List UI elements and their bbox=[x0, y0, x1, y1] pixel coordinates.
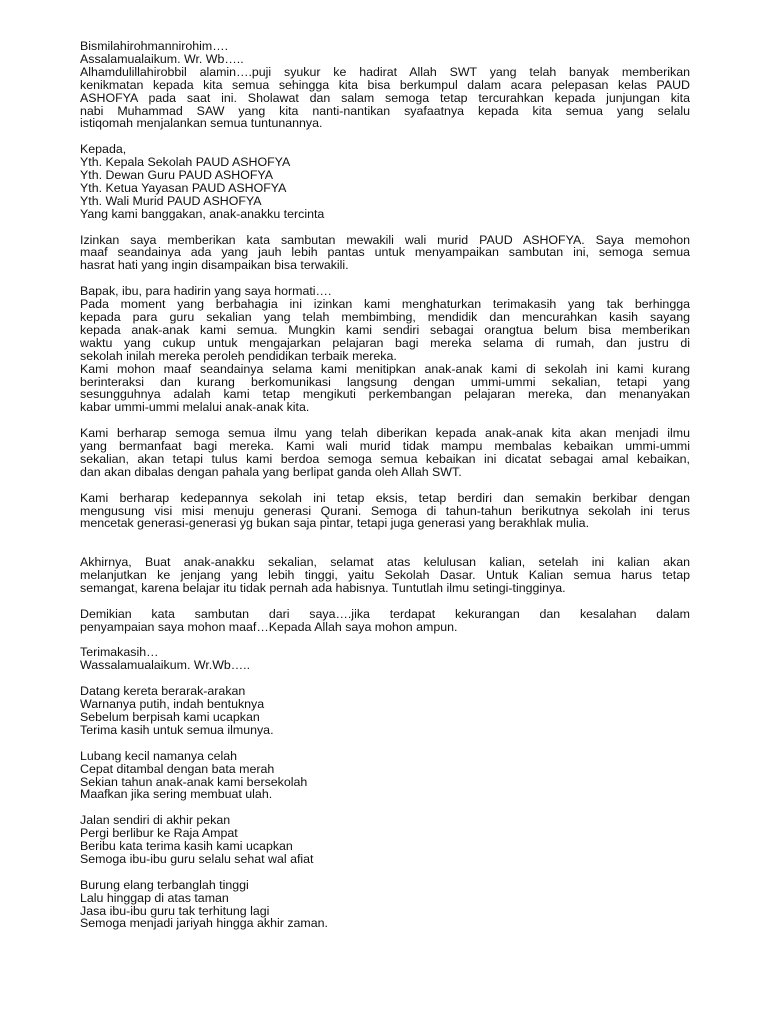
apology-paragraph bbox=[80, 608, 690, 634]
pantun-line: Maafkan jika sering membuat ulah. bbox=[80, 787, 273, 802]
hope-paragraph bbox=[80, 427, 690, 479]
text-line: kabar ummi-ummi melalui anak-anak kita. bbox=[80, 400, 310, 415]
addressee-list bbox=[80, 143, 690, 220]
paragraph-spacer bbox=[80, 530, 690, 556]
pantun-stanza bbox=[80, 750, 690, 802]
paragraph-spacer bbox=[80, 866, 690, 879]
addressee-item: Yang kami banggakan, anak-anakku tercinta bbox=[80, 206, 325, 221]
pantun-line: Cepat ditambal dengan bata merah bbox=[80, 761, 275, 776]
text-line: kepada para guru sekalian yang telah membimbing, mendidik dan mencurahkan kasih sayang bbox=[80, 309, 690, 324]
pantun-line: Jalan sendiri di akhir pekan bbox=[80, 813, 231, 828]
text-line: semangat, karena belajar itu tidak pernah ada habisnya. Tuntutlah ilmu setingi-tingginya. bbox=[80, 580, 566, 595]
permission-paragraph bbox=[80, 234, 690, 273]
pantun-line: Semoga ibu-ibu guru selalu sehat wal afiat bbox=[80, 851, 314, 866]
text-line: hasrat hati yang ingin disampaikan bisa terwakili. bbox=[80, 258, 349, 273]
text-line: mencetak generasi-generasi yg bukan saja pintar, tetapi juga generasi yang berakhlak mulia. bbox=[80, 516, 590, 531]
pantun-line: Lubang kecil namanya celah bbox=[80, 748, 238, 763]
opening-greeting bbox=[80, 40, 690, 66]
salam-line: Assalamualaikum. Wr. Wb….. bbox=[80, 51, 244, 66]
thanks-line: Terimakasih… bbox=[80, 645, 159, 660]
addressee-item: Yth. Dewan Guru PAUD ASHOFYA bbox=[80, 168, 274, 183]
future-paragraph bbox=[80, 492, 690, 531]
text-line: sesungguhnya adalah kami tetap mengikuti perkembangan pelajaran mereka, dan menanyakan bbox=[80, 387, 690, 402]
text-line: waktu yang cukup untuk mengajarkan pelajaran bagi mereka selama di rumah, dan justru di bbox=[80, 335, 690, 350]
text-line: berinteraksi dan kurang berkomunikasi langsung dengan ummi-ummi sekalian, tetapi yang bbox=[80, 374, 690, 389]
text-line: yang bermanfaat bagi mereka. Kami wali murid tidak mampu membalas kebaikan ummi-ummi bbox=[80, 439, 690, 454]
pantun-line: Warnanya putih, indah bentuknya bbox=[80, 697, 265, 712]
graduation-paragraph bbox=[80, 556, 690, 595]
pantun-stanza bbox=[80, 814, 690, 866]
text-line: Alhamdulillahirobbil alamin….puji syukur ke hadirat Allah SWT yang telah banyak memberikan bbox=[80, 64, 690, 79]
addressee-item: Yth. Kepala Sekolah PAUD ASHOFYA bbox=[80, 155, 291, 170]
text-line: kepada anak-anak kami semua. Mungkin kami sendiri sebagai orangtua belum bisa memberikan bbox=[80, 322, 690, 337]
text-line: Izinkan saya memberikan kata sambutan mewakili wali murid PAUD ASHOFYA. Saya memohon bbox=[80, 232, 690, 247]
intro-paragraph bbox=[80, 66, 690, 131]
text-line: sekalian, akan tetapi tulus kami berdoa semoga semua kebaikan ini dicatat sebagai amal kebaikan, bbox=[80, 451, 690, 466]
wassalam-line: Wassalamualaikum. Wr.Wb….. bbox=[80, 658, 251, 673]
text-line: Kami berharap semoga semua ilmu yang telah diberikan kepada anak-anak kita akan menjadi ilmu bbox=[80, 426, 690, 441]
text-line: nabi Muhammad SAW yang kita nanti-nantikan syafaatnya kepada kita semua yang selalu bbox=[80, 103, 690, 118]
paragraph-spacer bbox=[80, 130, 690, 143]
text-line: sekolah inilah mereka peroleh pendidikan terbaik mereka. bbox=[80, 348, 397, 363]
pantun-stanza bbox=[80, 879, 690, 931]
paragraph-spacer bbox=[80, 479, 690, 492]
text-line: Kami berharap kedepannya sekolah ini tetap eksis, tetap berdiri dan semakin berkibar dengan bbox=[80, 490, 690, 505]
paragraph-spacer bbox=[80, 634, 690, 647]
text-line: ASHOFYA pada saat ini. Sholawat dan salam semoga tetap tercurahkan kepada junjungan kita bbox=[80, 90, 690, 105]
pantun-line: Burung elang terbanglah tinggi bbox=[80, 877, 249, 892]
paragraph-spacer bbox=[80, 595, 690, 608]
pantun-line: Datang kereta berarak-arakan bbox=[80, 684, 246, 699]
thanks-paragraph bbox=[80, 285, 690, 414]
text-line: melanjutkan ke jenjang yang lebih tinggi, yaitu Sekolah Dasar. Untuk Kalian semua harus tetap bbox=[80, 568, 690, 583]
paragraph-spacer bbox=[80, 221, 690, 234]
text-line: Pada moment yang berbahagia ini izinkan kami menghaturkan terimakasih yang tak berhingga bbox=[80, 297, 690, 312]
text-line: Akhirnya, Buat anak-anakku sekalian, selamat atas kelulusan kalian, setelah ini kalian akan bbox=[80, 555, 690, 570]
text-line: mengusung visi misi menuju generasi Qurani. Semoga di tahun-tahun berikutnya sekolah ini terus bbox=[80, 503, 690, 518]
pantun-line: Lalu hinggap di atas taman bbox=[80, 890, 229, 905]
text-line: Kami mohon maaf seandainya selama kami menitipkan anak-anak kami di sekolah ini kami kurang bbox=[80, 361, 690, 376]
addressee-item: Yth. Ketua Yayasan PAUD ASHOFYA bbox=[80, 180, 287, 195]
addressee-item: Yth. Wali Murid PAUD ASHOFYA bbox=[80, 193, 262, 208]
pantun-line: Terima kasih untuk semua ilmunya. bbox=[80, 722, 274, 737]
pantun-line: Beribu kata terima kasih kami ucapkan bbox=[80, 839, 293, 854]
pantun-line: Pergi berlibur ke Raja Ampat bbox=[80, 826, 238, 841]
pantun-line: Jasa ibu-ibu guru tak terhitung lagi bbox=[80, 903, 270, 918]
text-line: kenikmatan kepada kita semua sehingga kita bisa berkumpul dalam acara pelepasan kelas PAUD bbox=[80, 77, 690, 92]
pantun-line: Sekian tahun anak-anak kami bersekolah bbox=[80, 774, 308, 789]
paragraph-spacer bbox=[80, 737, 690, 750]
pantun-line: Sebelum berpisah kami ucapkan bbox=[80, 709, 260, 724]
text-line: maaf seandainya ada yang jauh lebih pantas untuk menyampaikan sambutan ini, semoga semua bbox=[80, 245, 690, 260]
text-line: istiqomah menjalankan semua tuntunannya. bbox=[80, 116, 323, 131]
text-line: Bapak, ibu, para hadirin yang saya hormati…. bbox=[80, 284, 332, 299]
text-line: Demikian kata sambutan dari saya….jika terdapat kekurangan dan kesalahan dalam bbox=[80, 606, 690, 621]
basmalah-line: Bismilahirohmannirohim…. bbox=[80, 39, 229, 53]
text-line: dan akan dibalas dengan pahala yang berlipat ganda oleh Allah SWT. bbox=[80, 464, 462, 479]
pantun-line: Semoga menjadi jariyah hingga akhir zaman. bbox=[80, 916, 328, 931]
closing-greeting bbox=[80, 646, 690, 672]
pantun-stanza bbox=[80, 685, 690, 737]
addressee-heading: Kepada, bbox=[80, 142, 127, 157]
text-line: penyampaian saya mohon maaf…Kepada Allah saya mohon ampun. bbox=[80, 619, 458, 634]
